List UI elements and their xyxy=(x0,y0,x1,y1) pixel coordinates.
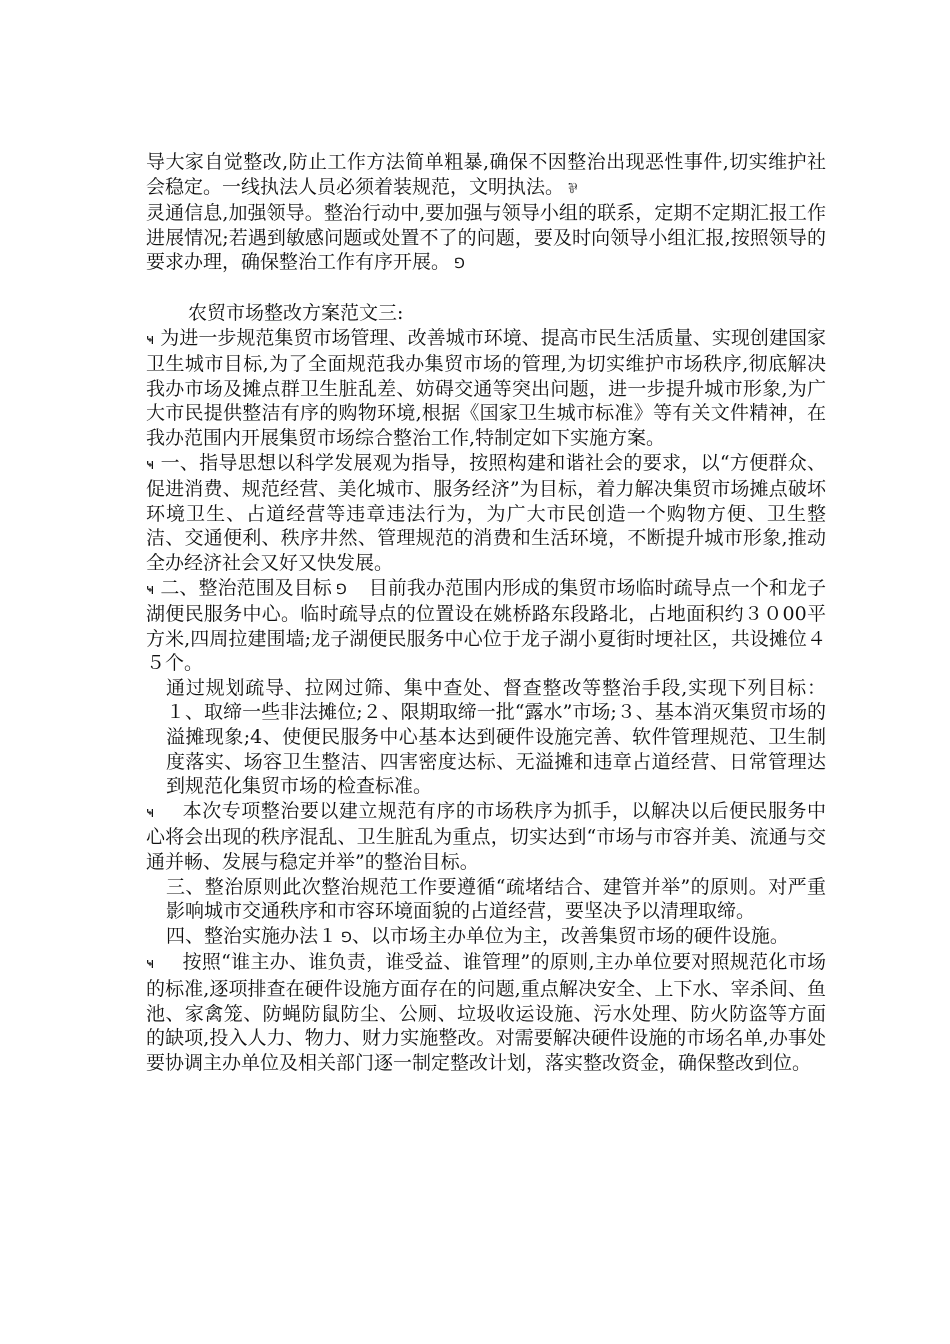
paragraph-mark-icon: ҹ xyxy=(146,956,155,973)
blank-line xyxy=(146,277,826,301)
paragraph-mark-icon: ⅁ xyxy=(335,581,347,598)
paragraph-mark-icon: ⅁ xyxy=(454,256,465,273)
paragraph-8: 三、整治原则此次整治规范工作要遵循“疏堵结合、建管并举”的原则。对严重影响城市交通秩序和市容环境面貌的占道经营，要坚决予以清理取缔。 xyxy=(166,875,826,923)
paragraph-3 xyxy=(146,326,826,451)
paragraph-6: 通过规划疏导、拉网过筛、集中查处、督查整改等整治手段,实现下列目标：１、取缔一些非法摊位;２、限期取缔一批“露水”市场;３、基本消灭集贸市场的溢摊现象;4、使便民服务中心基本达到硬件设施完善、软件管理规范、卫生制度落实、场容卫生整洁、四害密度达标、无溢摊和违章占道经营、日常管理达到规范化集贸市场的检查标准。 xyxy=(166,676,826,798)
paragraph-4-text: 一、指导思想以科学发展观为指导，按照构建和谐社会的要求，以“方便群众、促进消费、规范经营、美化城市、服务经济”为目标，着力解决集贸市场摊点破坏环境卫生、占道经营等违章违法行为，为广大市民创造一个购物方便、卫生整洁、交通便利、秩序井然、管理规范的消费和生活环境，不断提升城市形象,推动全办经济社会又好又快发展。 xyxy=(146,451,826,574)
paragraph-3-text: 为进一步规范集贸市场管理、改善城市环境、提高市民生活质量、实现创建国家卫生城市目标,为了全面规范我办集贸市场的管理,为切实维护市场秩序,彻底解决我办市场及摊点群卫生脏乱差、妨碍交通等突出问题，进一步提升城市形象,为广大市民提供整洁有序的购物环境,根据《国家卫生城市标准》等有关文件精神，在我办范围内开展集贸市场综合整治工作,特制定如下实施方案。 xyxy=(146,326,826,449)
paragraph-5-heading: 二、整治范围及目标 xyxy=(160,576,332,599)
paragraph-1-text: 导大家自觉整改,防止工作方法简单粗暴,确保不因整治出现恶性事件,切实维护社会稳定。一线执法人员必须着装规范，文明执法。 xyxy=(146,151,826,198)
paragraph-1 xyxy=(146,150,826,201)
document-page xyxy=(146,150,826,1075)
paragraph-9-heading: 四、整治实施办法１ xyxy=(166,924,338,947)
paragraph-2-text: 灵通信息,加强领导。整治行动中,要加强与领导小组的联系，定期不定期汇报工作进展情况;若遇到敏感问题或处置不了的问题，要及时向领导小组汇报,按照领导的要求办理，确保整治工作有序开展。 xyxy=(146,202,826,274)
paragraph-10 xyxy=(146,950,826,1075)
paragraph-10-text: 按照“谁主办、谁负责，谁受益、谁管理”的原则,主办单位要对照规范化市场的标准,逐项排查在硬件设施方面存在的问题,重点解决安全、上下水、宰杀间、鱼池、家禽笼、防蝇防鼠防尘、公厕、垃圾收运设施、污水处理、防火防盗等方面的缺项,投入人力、物力、财力实施整改。对需要解决硬件设施的市场名单,办事处要协调主办单位及相关部门逐一制定整改计划，落实整改资金，确保整改到位。 xyxy=(146,951,826,1074)
paragraph-7 xyxy=(146,799,826,875)
paragraph-mark-icon: ҹ xyxy=(146,331,155,348)
paragraph-9 xyxy=(146,924,826,951)
paragraph-mark-icon: ⅁ xyxy=(341,929,352,946)
paragraph-5 xyxy=(146,576,826,676)
paragraph-2 xyxy=(146,201,826,277)
paragraph-4 xyxy=(146,451,826,576)
paragraph-5-text: 目前我办范围内形成的集贸市场临时疏导点一个和龙子湖便民服务中心。临时疏导点的位置设在姚桥路东段路北，占地面积约３０00平方米,四周拉建围墙;龙子湖便民服务中心位于龙子湖小夏街时埂社区，共设摊位４５个。 xyxy=(146,576,826,675)
paragraph-mark-icon: ⅌ xyxy=(568,180,578,197)
section-title: 农贸市场整改方案范文三: xyxy=(188,301,404,324)
paragraph-mark-icon: ҹ xyxy=(146,456,155,473)
paragraph-9-text: 、以市场主办单位为主，改善集贸市场的硬件设施。 xyxy=(351,924,789,947)
paragraph-mark-icon: ҹ xyxy=(146,581,155,598)
paragraph-7-text: 本次专项整治要以建立规范有序的市场秩序为抓手，以解决以后便民服务中心将会出现的秩序混乱、卫生脏乱为重点，切实达到“市场与市容并美、流通与交通并畅、发展与稳定并举”的整治目标。 xyxy=(146,799,826,874)
paragraph-mark-icon: ҹ xyxy=(146,804,155,821)
